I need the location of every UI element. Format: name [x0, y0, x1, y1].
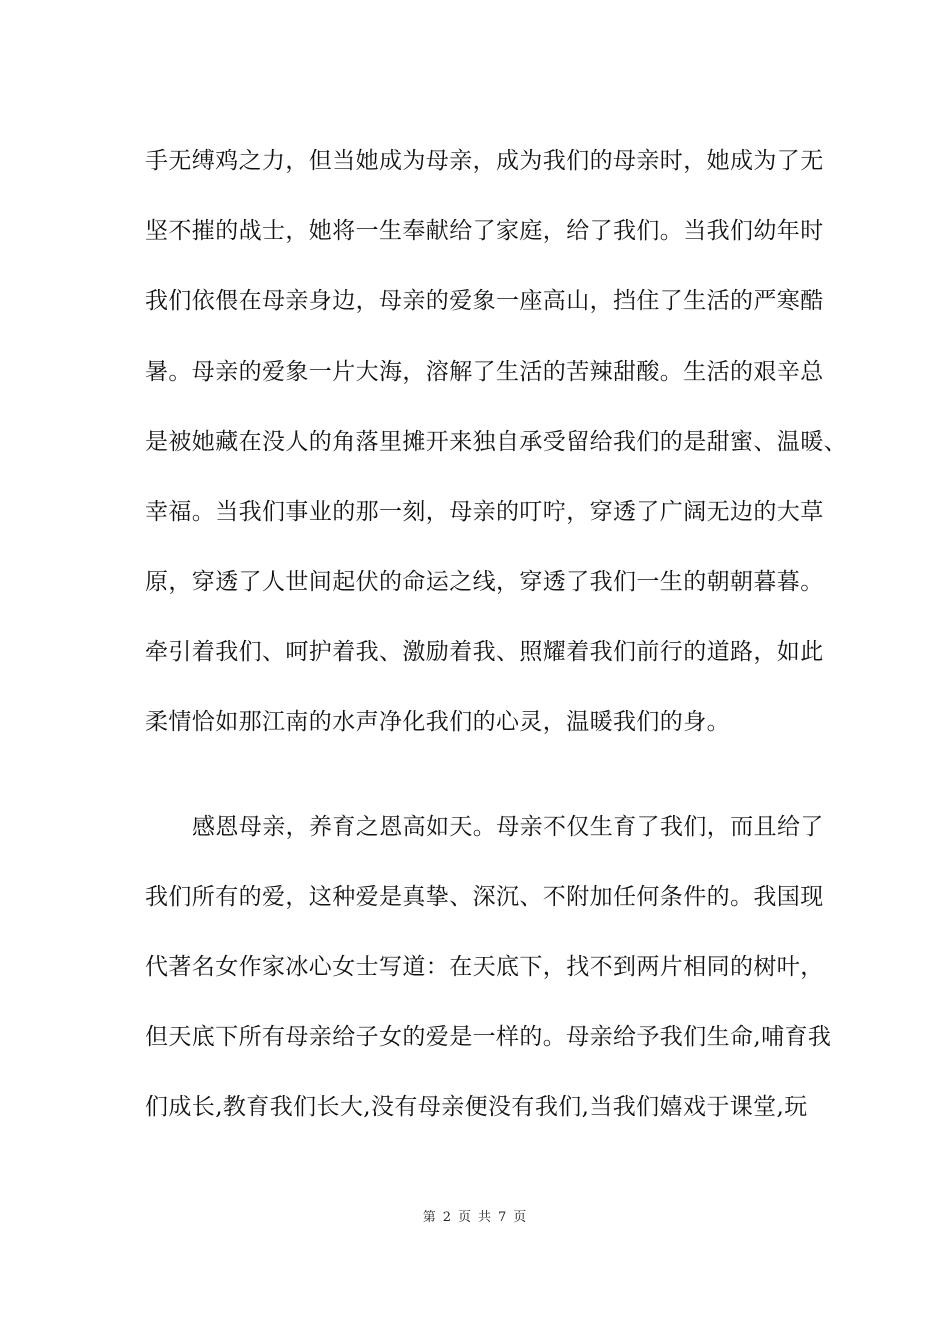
footer-prefix: 第: [422, 1210, 437, 1225]
paragraph-first-line: 感恩母亲，养育之恩高如天。母亲不仅生育了我们，而且给了: [192, 814, 824, 840]
text-line: 代著名女作家冰心女士写道：在天底下，找不到两片相同的树叶，: [145, 954, 824, 980]
current-page-number: 2: [442, 1210, 452, 1225]
total-pages-number: 7: [498, 1210, 508, 1225]
text-line: 暑。母亲的爱象一片大海，溶解了生活的苦辣甜酸。生活的艰辛总: [145, 359, 824, 385]
footer-page-word: 页: [457, 1210, 472, 1225]
text-line: 坚不摧的战士，她将一生奉献给了家庭，给了我们。当我们幼年时: [145, 218, 824, 244]
text-line: 是被她藏在没人的角落里摊开来独自承受留给我们的是甜蜜、温暖、: [145, 429, 847, 455]
text-line: 柔情恰如那江南的水声净化我们的心灵，温暖我们的身。: [145, 709, 730, 735]
text-line: 我们所有的爱，这种爱是真挚、深沉、不附加任何条件的。我国现: [145, 884, 824, 910]
text-line: 但天底下所有母亲给子女的爱是一样的。母亲给予我们生命,哺育我: [145, 1024, 832, 1050]
text-line: 原，穿透了人世间起伏的命运之线，穿透了我们一生的朝朝暮暮。: [145, 569, 824, 595]
text-line: 我们依偎在母亲身边，母亲的爱象一座高山，挡住了生活的严寒酷: [145, 288, 824, 314]
footer-total-word: 共: [478, 1210, 493, 1225]
text-line: 幸福。当我们事业的那一刻，母亲的叮咛，穿透了广阔无边的大草: [145, 499, 824, 525]
text-line: 们成长,教育我们长大,没有母亲便没有我们,当我们嬉戏于课堂,玩: [145, 1094, 808, 1120]
text-line: 手无缚鸡之力，但当她成为母亲，成为我们的母亲时，她成为了无: [145, 148, 824, 174]
page-footer: [0, 1209, 950, 1227]
text-line: 牵引着我们、呵护着我、激励着我、照耀着我们前行的道路，如此: [145, 639, 824, 665]
footer-suffix: 页: [513, 1210, 528, 1225]
